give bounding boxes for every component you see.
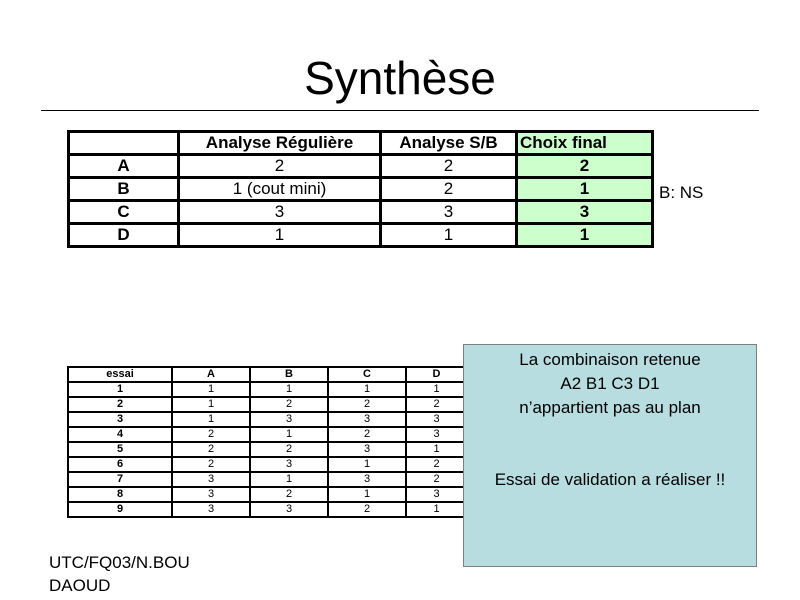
callout-line: La combinaison retenue	[519, 350, 701, 369]
plan-header-cell: B	[250, 367, 328, 382]
conclusion-callout	[463, 344, 757, 567]
table-cell: 3	[250, 502, 328, 517]
table-cell: 1	[172, 382, 250, 397]
plan-row	[68, 487, 507, 502]
table-cell: 2	[172, 427, 250, 442]
plan-header-cell: D	[406, 367, 467, 382]
table-cell: 3	[250, 412, 328, 427]
plan-row	[68, 397, 507, 412]
trial-number: 4	[68, 427, 172, 442]
factor-label: C	[69, 201, 179, 224]
table-cell: 1	[406, 382, 467, 397]
synthesis-row	[69, 155, 653, 178]
table-cell: 2	[328, 397, 406, 412]
plan-row	[68, 442, 507, 457]
plan-header-cell: essai	[68, 367, 172, 382]
table-cell: 2	[406, 457, 467, 472]
trial-number: 6	[68, 457, 172, 472]
table-cell: 1	[179, 224, 381, 247]
table-cell: 2	[406, 472, 467, 487]
plan-row	[68, 502, 507, 517]
table-cell: 1	[172, 397, 250, 412]
trial-number: 3	[68, 412, 172, 427]
table-cell: 1 (cout mini)	[179, 178, 381, 201]
plan-header-row	[68, 367, 507, 382]
table-cell: 1	[250, 427, 328, 442]
table-cell: 3	[328, 442, 406, 457]
trial-number: 8	[68, 487, 172, 502]
factor-label: A	[69, 155, 179, 178]
plan-row	[68, 427, 507, 442]
table-cell: 1	[406, 502, 467, 517]
plan-row	[68, 382, 507, 397]
factor-label: D	[69, 224, 179, 247]
table-cell: 2	[406, 397, 467, 412]
table-cell: 2	[172, 442, 250, 457]
callout-action: Essai de validation a réaliser !!	[494, 470, 726, 489]
table-cell: 3	[250, 457, 328, 472]
synthesis-header-cell: Analyse S/B	[381, 132, 517, 155]
trial-number: 9	[68, 502, 172, 517]
synthesis-header-cell	[69, 132, 179, 155]
table-cell: 1	[328, 382, 406, 397]
table-cell: 3	[381, 201, 517, 224]
table-cell: 1	[328, 457, 406, 472]
synthesis-row	[69, 178, 653, 201]
table-cell: 3	[172, 487, 250, 502]
table-cell: 1	[406, 442, 467, 457]
synthesis-row	[69, 224, 653, 247]
table-cell: 1	[250, 472, 328, 487]
table-cell: 2	[179, 155, 381, 178]
table-cell: 3	[179, 201, 381, 224]
plan-row	[68, 472, 507, 487]
significance-note: B: NS	[659, 183, 704, 202]
table-cell: 3	[172, 472, 250, 487]
trial-number: 7	[68, 472, 172, 487]
table-cell: 2	[250, 487, 328, 502]
table-cell: 2	[328, 502, 406, 517]
synthesis-header-final: Choix final	[517, 132, 653, 155]
final-choice-cell: 2	[517, 155, 653, 178]
synthesis-row	[69, 201, 653, 224]
slide-title: Synthèse	[304, 52, 496, 104]
table-cell: 3	[328, 472, 406, 487]
table-cell: 3	[406, 427, 467, 442]
plan-header-cell: C	[328, 367, 406, 382]
footer-line: DAOUD	[49, 576, 111, 595]
footer-credit	[49, 551, 190, 597]
table-cell: 1	[328, 487, 406, 502]
footer-line: UTC/FQ03/N.BOU	[49, 553, 190, 572]
table-cell: 2	[328, 427, 406, 442]
table-cell: 3	[172, 502, 250, 517]
final-choice-cell: 1	[517, 224, 653, 247]
table-cell: 3	[406, 412, 467, 427]
callout-combination: A2 B1 C3 D1	[560, 374, 660, 393]
trial-number: 2	[68, 397, 172, 412]
plan-row	[68, 457, 507, 472]
table-cell: 2	[381, 155, 517, 178]
table-cell: 1	[250, 382, 328, 397]
factor-label: B	[69, 178, 179, 201]
plan-header-cell: A	[172, 367, 250, 382]
table-cell: 3	[328, 412, 406, 427]
synthesis-header-row	[69, 132, 653, 155]
experimental-plan-table	[67, 366, 508, 518]
synthesis-header-cell: Analyse Régulière	[179, 132, 381, 155]
synthesis-table	[67, 130, 654, 248]
table-cell: 1	[381, 224, 517, 247]
table-cell: 3	[406, 487, 467, 502]
table-cell: 2	[381, 178, 517, 201]
table-cell: 2	[250, 397, 328, 412]
title-divider	[41, 110, 759, 111]
table-cell: 2	[172, 457, 250, 472]
final-choice-cell: 3	[517, 201, 653, 224]
final-choice-cell: 1	[517, 178, 653, 201]
callout-line: n’appartient pas au plan	[519, 398, 701, 417]
plan-row	[68, 412, 507, 427]
table-cell: 2	[250, 442, 328, 457]
table-cell: 1	[172, 412, 250, 427]
trial-number: 1	[68, 382, 172, 397]
trial-number: 5	[68, 442, 172, 457]
